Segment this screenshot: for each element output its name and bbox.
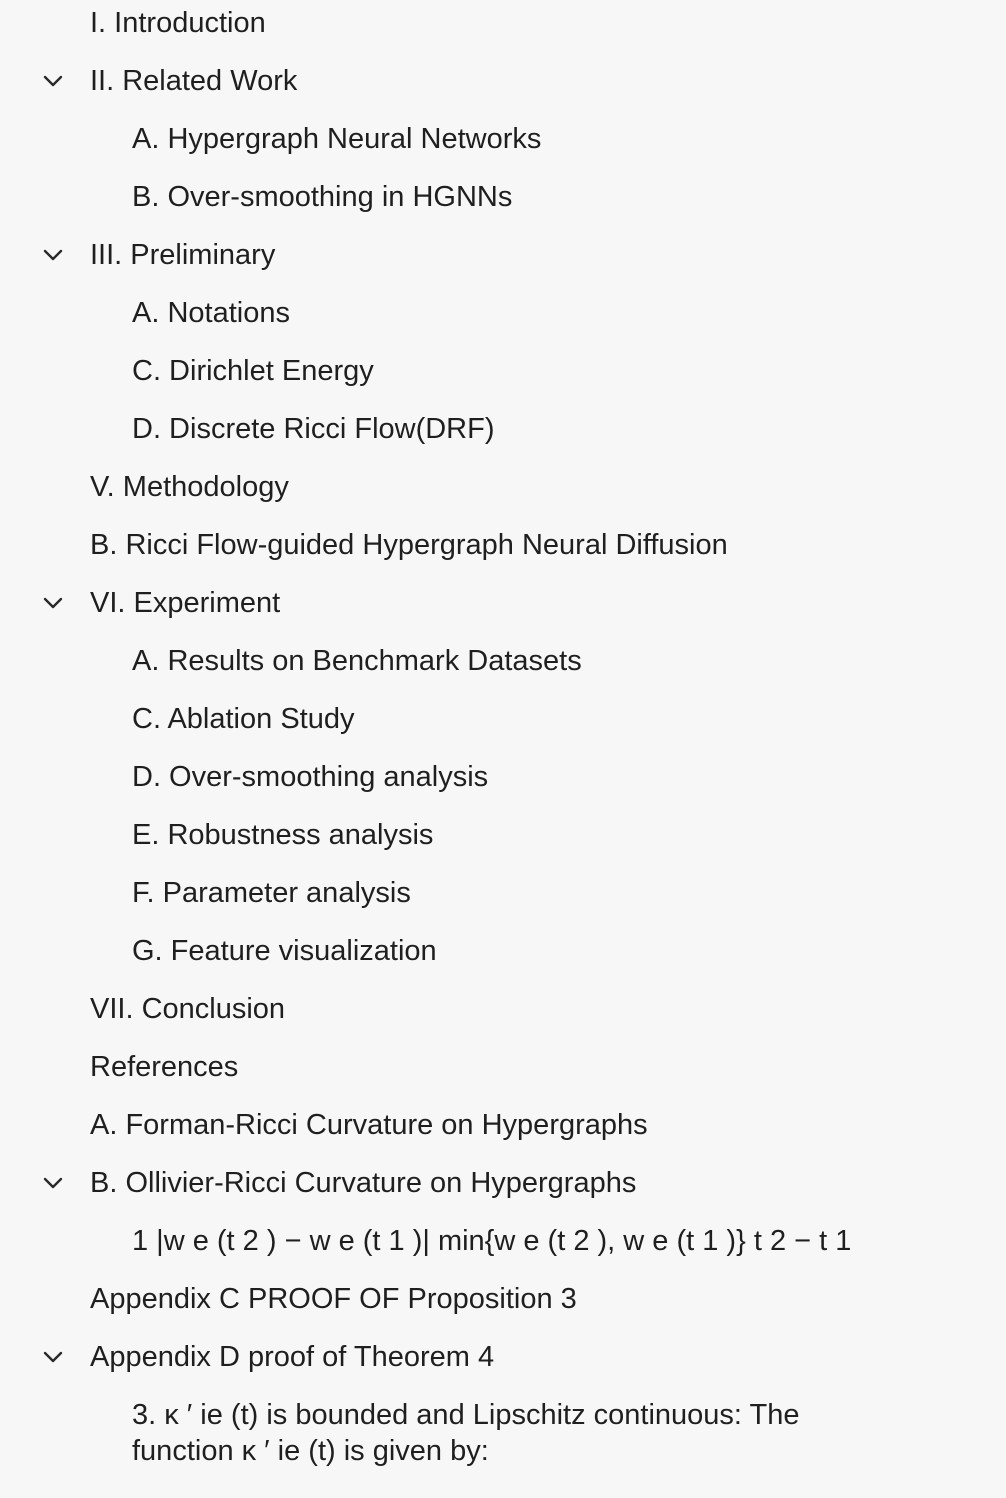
outline-item[interactable]	[0, 1281, 1006, 1317]
outline-item-label: Appendix D proof of Theorem 4	[90, 1341, 495, 1373]
outline-item-label: D. Discrete Ricci Flow(DRF)	[132, 413, 495, 445]
outline-item-label: E. Robustness analysis	[132, 819, 434, 851]
outline-item-label: VI. Experiment	[90, 587, 281, 619]
outline-item-label: B. Ricci Flow-guided Hypergraph Neural Diffusion	[90, 529, 728, 561]
outline-item[interactable]	[0, 1397, 1006, 1469]
outline-item[interactable]	[0, 1049, 1006, 1085]
outline-item-label: D. Over-smoothing analysis	[132, 761, 489, 793]
outline-item[interactable]	[0, 1339, 1006, 1375]
outline-item[interactable]	[0, 1223, 1006, 1259]
outline-item-label: B. Ollivier-Ricci Curvature on Hypergraphs	[90, 1167, 637, 1199]
chevron-down-icon[interactable]	[40, 1165, 66, 1201]
outline-item[interactable]	[0, 1165, 1006, 1201]
outline-item-label: A. Forman-Ricci Curvature on Hypergraphs	[90, 1109, 648, 1141]
outline-item[interactable]	[0, 121, 1006, 157]
outline-item[interactable]	[0, 817, 1006, 853]
outline-item[interactable]	[0, 353, 1006, 389]
outline-item[interactable]	[0, 527, 1006, 563]
outline-item-label: III. Preliminary	[90, 239, 276, 271]
chevron-down-icon[interactable]	[40, 1339, 66, 1375]
outline-item[interactable]	[0, 469, 1006, 505]
outline-item[interactable]	[0, 933, 1006, 969]
outline-item[interactable]	[0, 643, 1006, 679]
outline-item[interactable]	[0, 585, 1006, 621]
outline-item-label: VII. Conclusion	[90, 993, 286, 1025]
outline-item[interactable]	[0, 701, 1006, 737]
outline-item-label: II. Related Work	[90, 65, 298, 97]
outline-item-label: A. Hypergraph Neural Networks	[132, 123, 542, 155]
outline-item[interactable]	[0, 237, 1006, 273]
outline-item[interactable]	[0, 875, 1006, 911]
outline-item-label: A. Notations	[132, 297, 290, 329]
outline-item[interactable]	[0, 5, 1006, 41]
outline-item-label: I. Introduction	[90, 7, 266, 39]
chevron-down-icon[interactable]	[40, 585, 66, 621]
outline-item[interactable]	[0, 759, 1006, 795]
outline-item-label: 1 |w e (t 2 ) − w e (t 1 )| min{w e (t 2 ), w e (t 1 )} t 2 − t 1	[132, 1225, 852, 1257]
outline-item[interactable]	[0, 295, 1006, 331]
outline-item[interactable]	[0, 411, 1006, 447]
outline-item-label: Appendix C PROOF OF Proposition 3	[90, 1283, 577, 1315]
outline-item-label: C. Ablation Study	[132, 703, 355, 735]
outline-item-label: B. Over-smoothing in HGNNs	[132, 181, 513, 213]
chevron-down-icon[interactable]	[40, 63, 66, 99]
outline-item-label: C. Dirichlet Energy	[132, 355, 374, 387]
outline-item-label: A. Results on Benchmark Datasets	[132, 645, 582, 677]
outline-item[interactable]	[0, 63, 1006, 99]
outline-item-label: F. Parameter analysis	[132, 877, 411, 909]
chevron-down-icon[interactable]	[40, 237, 66, 273]
outline-item-label: G. Feature visualization	[132, 935, 437, 967]
outline-item[interactable]	[0, 1107, 1006, 1143]
outline-item[interactable]	[0, 991, 1006, 1027]
outline-item-label: V. Methodology	[90, 471, 289, 503]
outline-item[interactable]	[0, 179, 1006, 215]
outline-item-label: 3. κ ′ ie (t) is bounded and Lipschitz continuous: The function κ ′ ie (t) is given by:	[132, 1399, 800, 1467]
outline-item-label: References	[90, 1051, 239, 1083]
